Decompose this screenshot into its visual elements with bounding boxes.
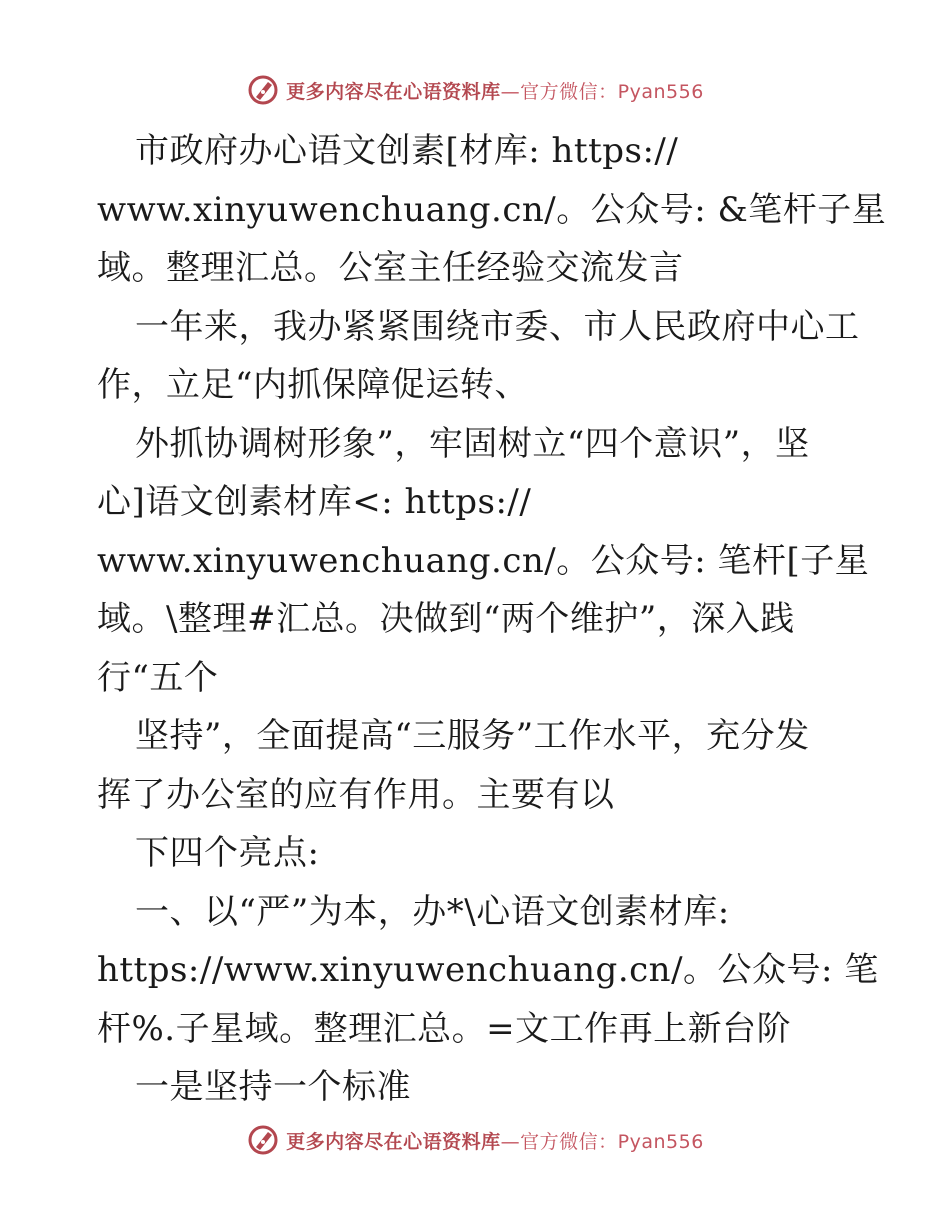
document-body: [97, 122, 887, 1117]
body-line: www.xinyuwenchuang.cn/。公众号: 笔杆[子星: [97, 540, 870, 581]
body-line: 外抓协调树形象”，牢固树立“四个意识”，坚: [135, 423, 810, 464]
body-line: 一年来，我办紧紧围绕市委、市人民政府中心工: [135, 306, 860, 347]
body-line: https://www.xinyuwenchuang.cn/。公众号: 笔: [97, 950, 879, 990]
banner-wechat: —官方微信：Pyan556: [500, 1130, 704, 1153]
banner-title: 更多内容尽在心语资料库: [286, 1130, 501, 1153]
body-line: 心]语文创素材库<: https://: [97, 482, 532, 522]
body-line: 市政府办心语文创素[材库: https://: [135, 131, 679, 171]
body-line: 一是坚持一个标准: [135, 1067, 411, 1107]
banner-wechat: —官方微信：Pyan556: [500, 80, 704, 103]
body-line: 域。整理汇总。公室主任经验交流发言: [97, 248, 684, 288]
body-line: 杆%.子星域。整理汇总。=文工作再上新台阶: [97, 1008, 792, 1049]
pen-nib-logo-icon: [246, 73, 280, 107]
banner-title: 更多内容尽在心语资料库: [286, 80, 501, 103]
pen-nib-logo-icon: [246, 1123, 280, 1157]
body-line: 一、以“严”为本，办*\心语文创素材库:: [135, 891, 730, 932]
body-line: 坚持”，全面提高“三服务”工作水平，充分发: [135, 716, 810, 756]
body-line: www.xinyuwenchuang.cn/。公众号: &笔杆子星: [97, 189, 887, 230]
footer-banner: [0, 1120, 950, 1160]
body-line: 挥了办公室的应有作用。主要有以: [97, 774, 615, 815]
header-banner: [0, 70, 950, 110]
body-line: 作，立足“内抓保障促运转、: [97, 365, 529, 405]
body-line: 行“五个: [97, 657, 219, 698]
body-line: 域。\整理#汇总。决做到“两个维护”，深入践: [97, 599, 795, 639]
body-line: 下四个亮点:: [135, 833, 320, 873]
